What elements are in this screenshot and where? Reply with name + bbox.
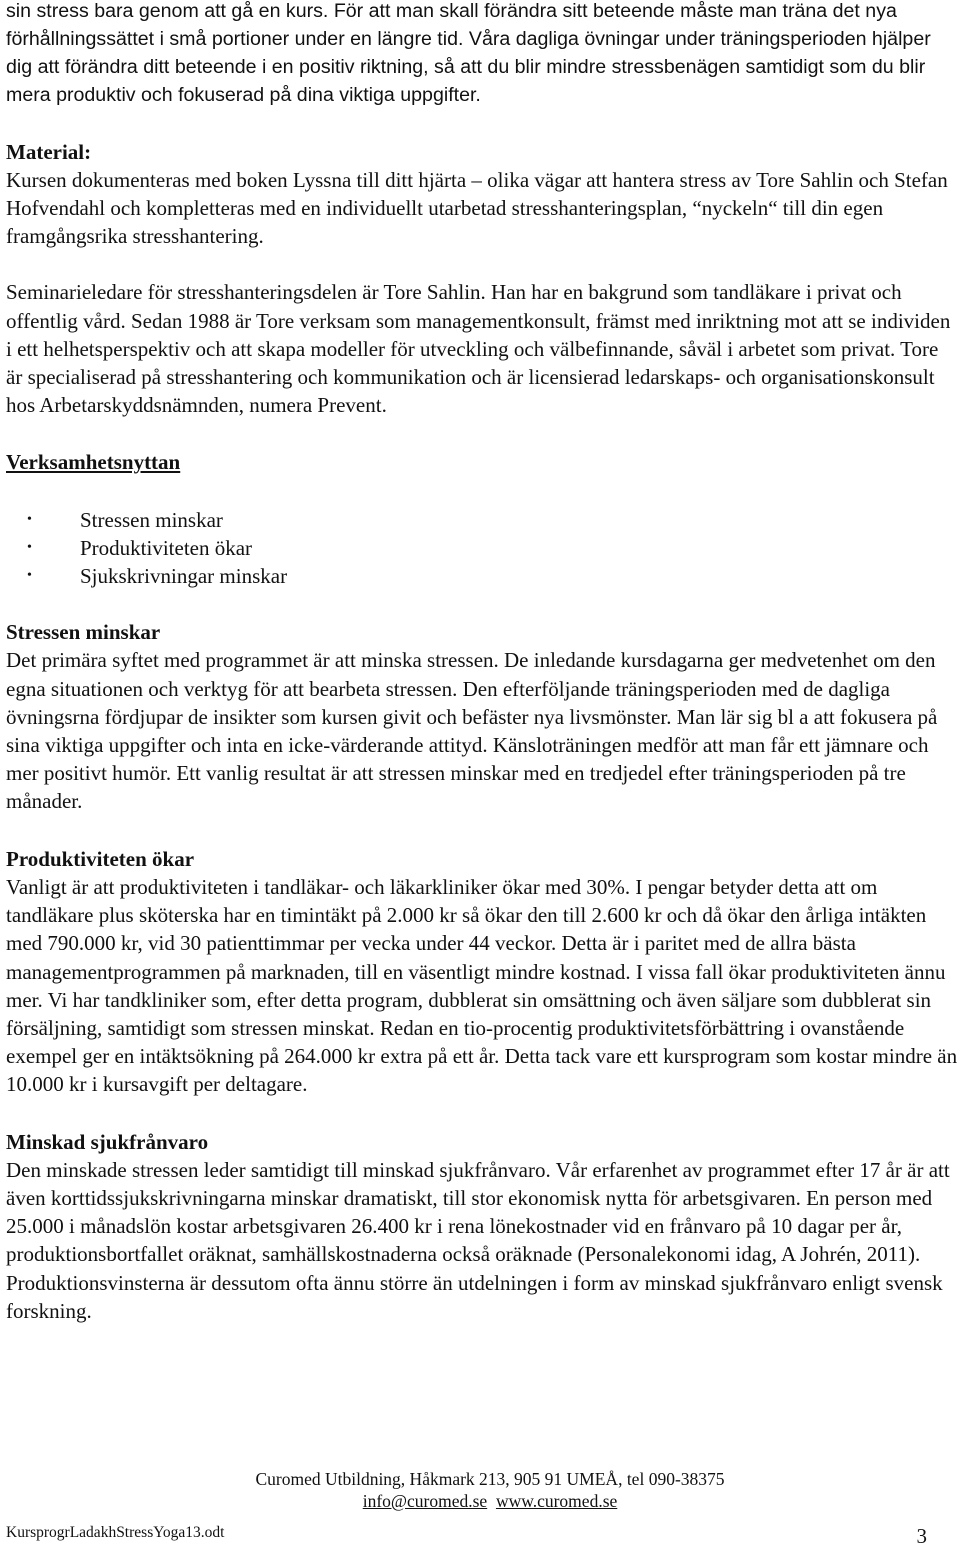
stress-text: Det primära syftet med programmet är att minska stressen. De inledande kursdagarna ger medvetenhet om den egna situationen och verktyg för att bearbeta stressen. Den efterföljande träningsperioden med de dagliga övningsrna fördjupar de insikter som kursen givit och befäster nya livsmönster. Man lär sig bl a att fokusera på sina viktiga uppgifter och inta en icke-värderande attityd. Känsloträningen medför att man får ett jämnare och mer positivt humör. Ett vanlig resultat är att stressen minskar med en tredjedel efter träningsperioden på tre månader. xyxy=(6,648,938,814)
intro-paragraph: sin stress bara genom att gå en kurs. För att man skall förändra sitt beteende måste man träna det nya förhållningssättet i små portioner under en längre tid. Våra dagliga övningar under träningsperioden hjälper dig att förändra ditt beteende i en positiv riktning, så att du blir mindre stressbenägen samtidigt som du blir mera produktiv och fokuserad på dina viktiga uppgifter. xyxy=(6,0,931,106)
footer-links xyxy=(0,1490,960,1512)
benefits-heading: Verksamhetsnyttan xyxy=(6,450,181,475)
spacer xyxy=(6,590,958,618)
spacer xyxy=(6,816,958,845)
spacer xyxy=(6,1099,958,1128)
list-item xyxy=(6,562,958,590)
website-link[interactable]: www.curomed.se xyxy=(495,1491,618,1511)
bullet-icon: • xyxy=(27,539,32,555)
spacer xyxy=(6,250,958,278)
benefits-list xyxy=(6,506,958,591)
material-heading: Material: xyxy=(6,139,92,164)
absence-text: Den minskade stressen leder samtidigt till minskad sjukfrånvaro. Vår erfarenhet av programmet efter 17 år är att även korttidssjukskrivningarna minskar dramatiskt, till stor ekonomisk nytta för arbetsgivaren. En person med 25.000 i månadslön kostar arbetsgivaren 26.400 kr i rena lönekostnader vid en frånvaro på 10 dagar per år, produktionsbortfallet oräknat, samhällskostnaderna också oräknade (Personalekonomi idag, A Johrén, 2011). Produktionsvinsterna är dessutom ofta ännu större än utdelningen i form av minskad sjukfrånvaro enligt svensk forskning. xyxy=(6,1157,950,1323)
page-footer xyxy=(0,1468,960,1548)
list-item-label: Produktiviteten ökar xyxy=(80,535,253,560)
spacer xyxy=(6,477,958,506)
page-number: 3 xyxy=(916,1524,927,1548)
email-link[interactable]: info@curomed.se xyxy=(362,1491,488,1511)
spacer xyxy=(6,110,958,138)
productivity-heading: Produktiviteten ökar xyxy=(6,846,195,871)
list-item xyxy=(6,534,958,562)
absence-heading: Minskad sjukfrånvaro xyxy=(6,1129,209,1154)
material-text: Kursen dokumenteras med boken Lyssna till ditt hjärta – olika vägar att hantera stress av Tore Sahlin och Stefan Hofvendahl och kompletteras med en individuellt utarbetad stresshanteringsplan, “nyckeln“ till din egen framgångsrika stresshantering. xyxy=(6,167,948,249)
seminar-paragraph: Seminarieledare för stresshanteringsdelen är Tore Sahlin. Han har en bakgrund som tandläkare i privat och offentlig vård. Sedan 1988 är Tore verksam som managementkonsult, främst med inriktning mot att se individen i ett helhetsperspektiv och att skapa modeller för utveckling och välbefinnande, såväl i arbetet som privat. Tore är specialiserad på stresshantering och kommunikation och är licensierad ledarskaps- och organisationskonsult hos Arbetarskyddsnämnden, numera Prevent. xyxy=(6,280,951,418)
bullet-icon: • xyxy=(27,511,32,527)
productivity-text: Vanligt är att produktiviteten i tandläkar- och läkarkliniker ökar med 30%. I pengar betyder detta att om tandläkare plus sköterska har en timintäkt på 2.000 kr så ökar den till 2.600 kr och då ökar den årliga intäkten med 790.000 kr, vid 30 patienttimmar per vecka under 44 veckor. Detta är i paritet med de allra bästa managementprogrammen på marknaden, till en väsentligt mindre kostnad. I vissa fall ökar produktiviteten ännu mer. Vi har tandkliniker som, efter detta program, dubblerat sin omsättning och även säljare som dubblerat sin försäljning, samtidigt som stressen minskat. Redan en tio-procentig produktivitetsförbättring i ovanstående exempel ger en intäktsökning på 264.000 kr extra på ett år. Detta tack vare ett kursprogram som kostar mindre än 10.000 kr i kursavgift per deltagare. xyxy=(6,874,958,1097)
footer-filename: KursprogrLadakhStressYoga13.odt xyxy=(6,1524,225,1541)
document-page xyxy=(6,0,958,1325)
footer-address: Curomed Utbildning, Håkmark 213, 905 91 UMEÅ, tel 090-38375 xyxy=(255,1469,725,1489)
list-item-label: Sjukskrivningar minskar xyxy=(80,564,288,589)
spacer xyxy=(6,419,958,448)
list-item xyxy=(6,506,958,534)
stress-heading: Stressen minskar xyxy=(6,620,161,645)
bullet-icon: • xyxy=(27,568,32,584)
list-item-label: Stressen minskar xyxy=(80,507,223,532)
